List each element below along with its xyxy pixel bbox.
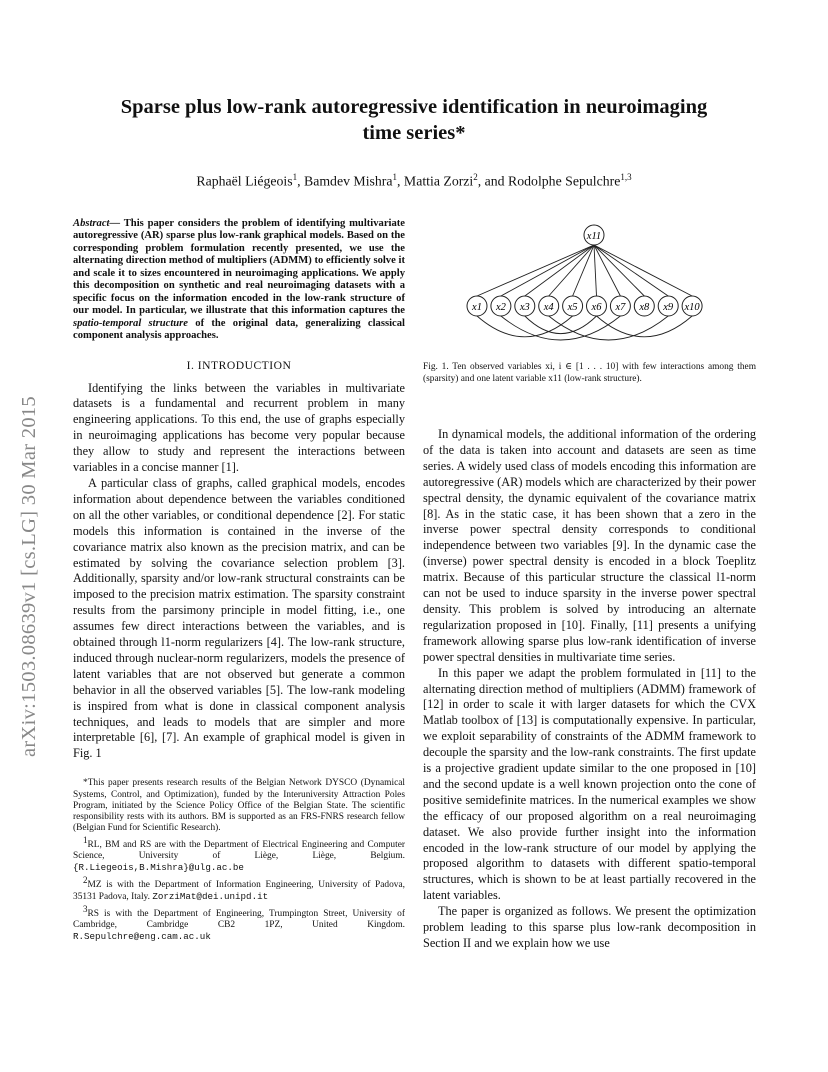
paragraph: A particular class of graphs, called graphical models, encodes information about dependence between the variables conditioned on all the other variables, or conditional dependence [2]. For static models this information is contained in the inverse of the covariance matrix also known as the precision matrix, and can be estimated by solving the covariance selection problem [3]. Additionally, sparsity and/or low-rank structural constraints can be imposed to the precision matrix estimation. The sparsity constraint results from the parsimony principle in model fitting, i.e., one assumes few direct interactions between the variables, and is obtained through l1-norm regularizers [4]. The low-rank structure, induced through nuclear-norm regularizers, models the presence of latent variables that are not observed but generate a common behavior in all the observed variables [5]. The low-rank modeling is inspired from what is done in classical component analysis techniques, and leads to models that are simpler and more interpretable [6], [7]. An example of graphical model is given in Fig. 1 [73, 475, 405, 761]
arxiv-stamp: arXiv:1503.08639v1 [cs.LG] 30 Mar 2015 [18, 396, 40, 757]
footnotes [73, 778, 405, 943]
observed-node-label: x4 [543, 302, 554, 313]
latent-node-label: x11 [586, 231, 602, 242]
paragraph: The paper is organized as follows. We present the optimization problem leading to this sparse plus low-rank decomposition in Section II and we explain how we use [423, 904, 756, 950]
latent-edge [594, 245, 692, 296]
author-name: Rodolphe Sepulchre [508, 173, 621, 189]
footnote: $^3$RS is with the Department of Engineering, Trumpington Street, University of Cambridge, Cambridge CB2 1PZ, United Kingdom. R.Sepulchre@eng.cam.ac.uk [73, 903, 405, 943]
paragraph: In this paper we adapt the problem formulated in [11] to the alternating direction method of multipliers (ADMM) framework of [12] in order to scale it with larger datasets for which the CVX Matlab toolbox of [13] is computationally expensive. In particular, we exploit separability of constraints of the ADMM framework to decouple the sparsity and the low-rank constraints. The first update is a projective gradient update similar to the one proposed in [10] and the second update is a well known projection onto the cone of positive semidefinite matrices. In the numerical examples we show the efficacy of our proposed algorithm on a real neuroimaging dataset. We also provide further insight into the information encoded in the low-rank structure of our model by applying the proposed algorithm to datasets with different spatio-temporal structures, which is shown to be at least partially recovered in the latent variables. [423, 665, 756, 903]
footnote: $^1$RL, BM and RS are with the Department of Electrical Engineering and Computer Science, University of Liège, Liège, Belgium. {R.Liegeois,B.Mishra}@ulg.ac.be [73, 834, 405, 874]
observed-node-label: x6 [591, 302, 602, 313]
section-heading: I. INTRODUCTION [186, 358, 292, 372]
observed-node-label: x3 [519, 302, 530, 313]
latent-edge [594, 245, 668, 296]
email: ZorziMat@dei.unipd.it [152, 891, 269, 903]
observed-node-label: x5 [567, 302, 578, 313]
paper-title: Sparse plus low-rank autoregressive identification in neuroimaging time series* [120, 96, 708, 144]
left-column [73, 218, 405, 944]
paragraph: Identifying the links between the variables in multivariate datasets is a fundamental and recurrent problem in many engineering applications. To this end, the use of graphs especially in neuroimaging applications has become very popular because they allow to study and represent the interactions between variables in a concise manner [1]. [73, 380, 405, 475]
right-column [423, 218, 756, 952]
footnote: $^2$MZ is with the Department of Information Engineering, University of Padova, 35131 Padova, Italy. ZorziMat@dei.unipd.it [73, 874, 405, 903]
latent-edge [549, 245, 594, 296]
paragraph: In dynamical models, the additional information of the ordering of the data is taken into account and datasets are seen as time series. A widely used class of models encoding this information are autoregressive (AR) models which are characterized by their power spectral density, the dynamic equivalent of the covariance matrix [8]. As in the static case, it has been shown that a zero in the inverse power spectral density corresponds to conditional independence between two variables [9]. In the dynamic case the (inverse) power spectral density is encoded in a block Toeplitz matrix. Because of this particular structure the classical l1-norm can not be used to induce sparsity in the inverse power spectral density. This problem is solved by introducing an alternate regularization proposed in [10]. Finally, [11] presents a unifying framework allowing sparse plus low-rank identification of inverse power spectral densities in multivariate time series. [423, 427, 756, 664]
observed-node-label: x1 [472, 302, 482, 313]
figure-graph [423, 218, 756, 356]
email: {R.Liegeois,B.Mishra}@ulg.ac.be [73, 862, 244, 874]
author-name: Mattia Zorzi [403, 173, 474, 189]
email: R.Sepulchre@eng.cam.ac.uk [73, 931, 211, 943]
sparse-edge [597, 316, 693, 337]
observed-node-label: x10 [684, 302, 700, 313]
figure-caption: Fig. 1. Ten observed variables xi, i ∈ [1 . . . 10] with few interactions among them (sparsity) and one latent variable x11 (low-rank structure). [423, 362, 756, 384]
observed-node-label: x7 [615, 302, 626, 313]
graph-diagram [423, 218, 756, 356]
footnote: *This paper presents research results of the Belgian Network DYSCO (Dynamical Systems, Control, and Optimization), funded by the Interuniversity Attraction Poles Program, initiated by the Science Policy Office of the Belgian State. The scientific responsibility rests with its authors. BM is supported as an FRS-FNRS research fellow (Belgian Fund for Scientific Research). [73, 778, 405, 834]
author-name: Raphaël Liégeois [196, 173, 293, 189]
latent-edge [594, 245, 597, 296]
author-list: Raphaël Liégeois$^1$, Bamdev Mishra$^1$, Mattia Zorzi$^2$, and Rodolphe Sepulchre$^{1,3}$ [196, 172, 632, 189]
abstract: Abstract— This paper considers the problem of identifying multivariate autoregressive (AR) sparse plus low-rank graphical models. Based on the corresponding problem formulation recently presented, we use the alternating direction method of multipliers (ADMM) to efficiently solve it and scale it to sizes encountered in neuroimaging applications. We apply this decomposition on synthetic and real neuroimaging datasets with a specific focus on the information encoded in the low-rank structure of our model. In particular, we illustrate that this information captures the spatio-temporal structure of the original data, generalizing classical component analysis approaches. [73, 218, 405, 342]
latent-edge [594, 245, 620, 296]
author-name: Bamdev Mishra [304, 173, 393, 189]
observed-node-label: x2 [495, 302, 506, 313]
latent-edge [594, 245, 644, 296]
observed-node-label: x8 [639, 302, 650, 313]
observed-node-label: x9 [663, 302, 674, 313]
latent-edge [501, 245, 594, 296]
